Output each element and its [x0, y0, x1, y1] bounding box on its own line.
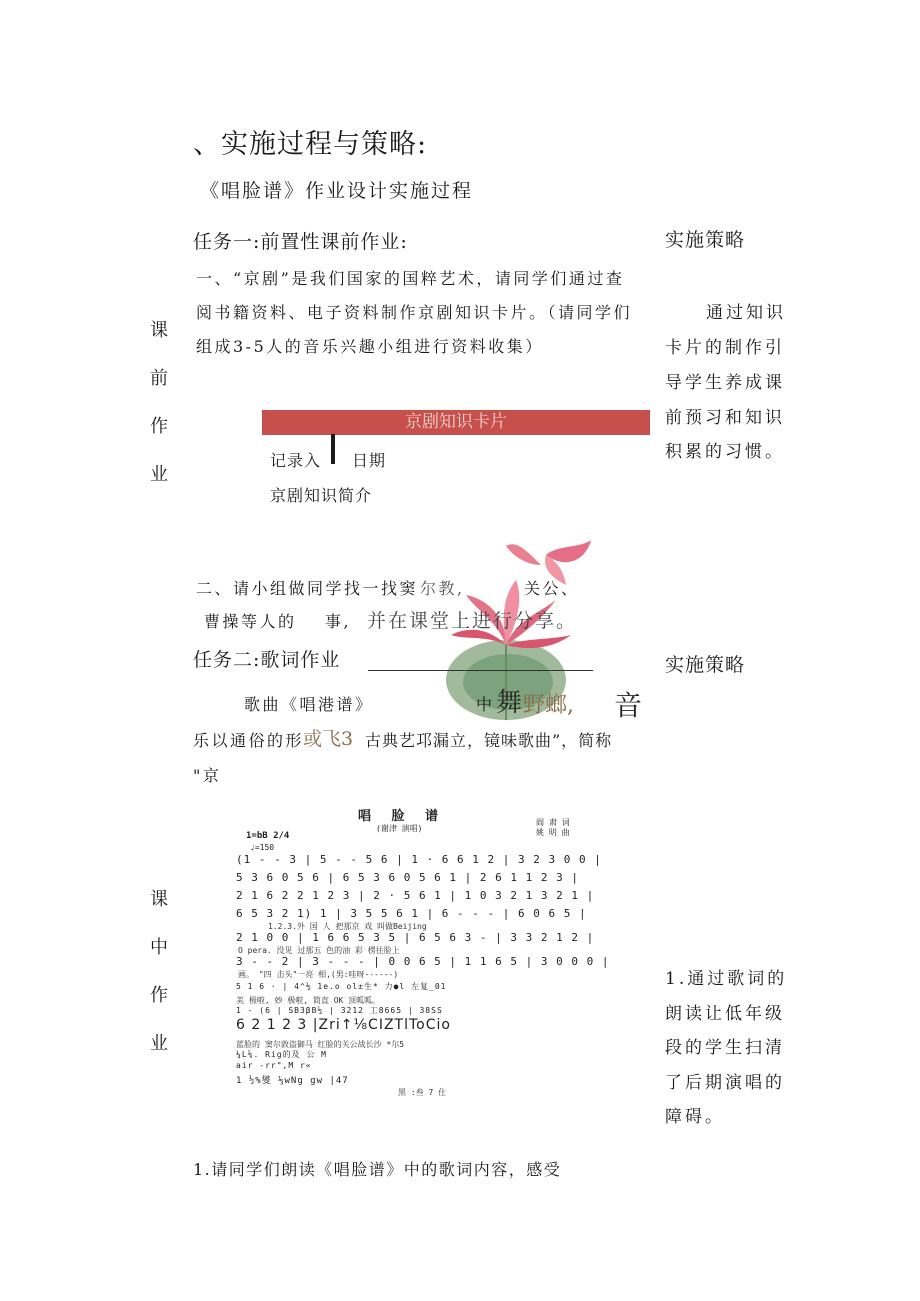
music-score	[228, 795, 628, 1105]
in-class-label-1: 课	[150, 889, 168, 910]
section-title: 、实施过程与策略:	[193, 129, 428, 160]
score-credit-music: 姚 明 曲	[536, 828, 570, 837]
strategy2-line-1: 1.通过歌词的	[665, 969, 788, 989]
task1-part2-line1-b: 尔教,	[420, 579, 465, 598]
strategy1-line-1: 通过知识	[706, 303, 786, 323]
task1-line-1: 一、“京剧”是我们国家的国粹艺术，请同学们通过查	[196, 269, 625, 288]
knowledge-card-header: 京剧知识卡片	[262, 410, 650, 435]
task2-line1-d: 野螂,	[523, 693, 574, 718]
score-credit-lyrics: 阎 肃 词	[536, 818, 570, 827]
card-divider	[331, 434, 335, 464]
score-lyric-6: 黑 :叁 7 仕	[398, 1088, 447, 1097]
score-line-11: air -rr",M r«	[236, 1061, 312, 1070]
task2-line1-a: 歌曲《唱港谱》	[244, 695, 374, 714]
task2-title: 任务二:歌词作业	[193, 649, 341, 671]
pre-class-label-1: 课	[150, 320, 168, 341]
card-date-label: 日期	[352, 451, 387, 470]
task2-line2-b: 或飞3	[303, 728, 354, 750]
strategy2-heading: 实施策略	[665, 654, 746, 676]
strategy1-line-3: 导学生养成课	[665, 373, 785, 393]
task1-part2-line2-c: 并在课堂上进行分享。	[367, 610, 578, 632]
score-lyric-5: 蓝脸的 窦尔敦盗御马 红脸的关公战长沙 *尔5	[236, 1040, 405, 1049]
score-key: 1=bB 2/4	[246, 831, 290, 841]
score-subtitle: (谢津 演唱)	[376, 824, 423, 833]
task1-part2-line1-c: 关公、	[524, 579, 580, 598]
score-line-12: 1 ½%燮 ⅓wNg gw |47	[236, 1076, 349, 1086]
card-recorder-label: 记录入	[270, 451, 322, 470]
divider-line	[368, 670, 593, 671]
score-line-9: 6 2 1 2 3 |Zri↑⅛CIZTlToCio	[236, 1017, 451, 1033]
task2-line3: "京	[193, 766, 222, 785]
score-line-6: 3 - - 2 | 3 - - - | 0 0 6 5 | 1 1 6 5 | 3 0 0 0 |	[236, 955, 610, 968]
score-lyric-2: O pera. 没见 过那五 色的油 彩 楞往脸上	[238, 946, 400, 955]
score-tempo: ♩=150	[250, 843, 275, 852]
score-lyric-4: 美 极啦, 妙 极啦, 简直 OK 顶呱呱。	[236, 996, 381, 1005]
score-line-5: 2 1 0 0 | 1 6 6 5 3 5 | 6 5 6 3 - | 3 3 2 1 2 |	[236, 931, 595, 944]
in-class-label-3: 作	[150, 985, 168, 1006]
score-lyric-1: 1.2.3.外 国 人 把那京 戏 叫做Beijing	[268, 922, 427, 931]
task1-part2-line2-a: 曹操等人的	[204, 612, 297, 631]
score-line-2: 5 3 6 0 5 6 | 6 5 3 6 0 5 6 1 | 2 6 1 1 2 3 |	[236, 871, 580, 884]
in-class-label-4: 业	[150, 1033, 168, 1054]
final-instruction: 1.请同学们朗读《唱脸谱》中的歌词内容，感受	[193, 1160, 562, 1179]
subtitle: 《唱脸谱》作业设计实施过程	[200, 180, 474, 202]
score-line-1: (1 - - 3 | 5 - - 5 6 | 1 · 6 6 1 2 | 3 2 3 0 0 |	[236, 853, 602, 866]
task1-part2-line2-b: 事,	[325, 612, 352, 631]
score-lyric-3: 画。 "四 击头"一亮 相,(男:哇呀------)	[238, 970, 399, 979]
strategy1-heading: 实施策略	[665, 229, 746, 251]
strategy1-line-2: 卡片的制作引	[665, 338, 785, 358]
score-line-3: 2 1 6 2 2 1 2 3 | 2 · 5 6 1 | 1 0 3 2 1 3 2 1 |	[236, 889, 595, 902]
score-line-8: 1 - (6 | SB3βB½ | 3212 工8665 | 38SS	[236, 1006, 443, 1015]
task1-part2-line1-a: 二、请小组做同学找一找窦	[196, 579, 419, 598]
task2-line1-e: 音	[614, 689, 643, 722]
score-line-7: 5 1 6 · | 4^½ 1e.o ol±生* 力●l 左复_01	[236, 982, 447, 991]
task2-line2-a: 乐以通俗的形	[193, 731, 305, 750]
score-line-10: ¼L⅛. Rig的及 公 M	[236, 1050, 327, 1059]
task2-line2-c: 古典艺邛漏立，镜味歌曲”，简称	[365, 731, 613, 750]
task1-line-2: 阅书籍资料、电子资料制作京剧知识卡片。（请同学们	[196, 303, 633, 322]
pre-class-label-2: 前	[150, 368, 168, 389]
task2-line1-b: 中	[476, 695, 495, 714]
strategy1-line-5: 积累的习惯。	[665, 442, 785, 462]
in-class-label-2: 中	[150, 937, 168, 958]
score-title: 唱 脸 谱	[358, 809, 447, 824]
score-line-4: 6 5 3 2 1) 1 | 3 5 5 6 1 | 6 - - - | 6 0 6 5 |	[236, 907, 587, 920]
pre-class-label-4: 业	[150, 464, 168, 485]
task1-title: 任务一:前置性课前作业:	[193, 231, 408, 253]
task2-line1-c: 舞	[496, 688, 523, 718]
task1-line-3: 组成3-5人的音乐兴趣小组进行资料收集）	[196, 337, 544, 356]
strategy2-line-3: 段的学生扫清	[665, 1038, 785, 1058]
strategy2-line-5: 障碍。	[665, 1107, 725, 1127]
strategy1-line-4: 前预习和知识	[665, 408, 785, 428]
strategy2-line-2: 朗读让低年级	[665, 1004, 785, 1024]
pre-class-label-3: 作	[150, 416, 168, 437]
strategy2-line-4: 了后期演唱的	[665, 1073, 785, 1093]
card-intro-label: 京剧知识简介	[270, 486, 373, 505]
